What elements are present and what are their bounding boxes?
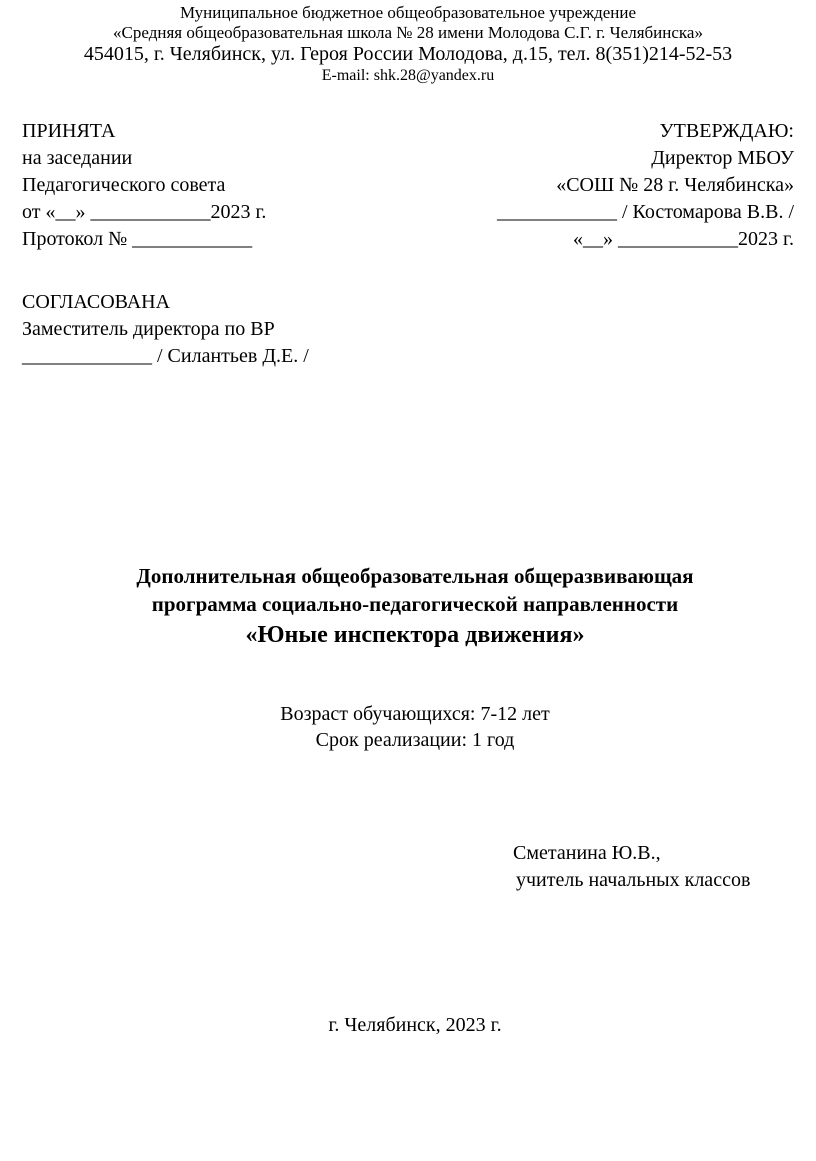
- accepted-line-1: на заседании: [22, 147, 133, 169]
- approved-title: УТВЕРЖДАЮ:: [659, 120, 794, 142]
- approved-signature-line: ____________ / Костомарова В.В. /: [496, 201, 794, 223]
- program-title-line-2: программа социально-педагогической направленности: [151, 592, 679, 616]
- header-address: 454015, г. Челябинск, ул. Героя России Молодова, д.15, тел. 8(351)214-52-53: [83, 43, 733, 65]
- program-name: «Юные инспектора движения»: [245, 622, 585, 648]
- accepted-date-line: от «__» ____________2023 г.: [22, 201, 267, 223]
- approved-line-1: Директор МБОУ: [651, 147, 794, 169]
- agreed-line-1: Заместитель директора по ВР: [22, 318, 275, 340]
- approved-block: [497, 118, 794, 253]
- agreed-title: СОГЛАСОВАНА: [22, 291, 171, 313]
- header-institution-type: Муниципальное бюджетное общеобразовательное учреждение: [179, 3, 637, 22]
- accepted-line-2: Педагогического совета: [22, 174, 226, 196]
- approved-line-2: «СОШ № 28 г. Челябинска»: [556, 174, 794, 196]
- author-position: учитель начальных классов: [516, 869, 751, 891]
- program-title-line-1: Дополнительная общеобразовательная общеразвивающая: [136, 564, 694, 588]
- footer-place-year: г. Челябинск, 2023 г.: [328, 1014, 502, 1036]
- accepted-protocol-line: Протокол № ____________: [22, 228, 253, 250]
- header-email: E-mail: shk.28@yandex.ru: [321, 67, 495, 84]
- agreed-block: [22, 289, 309, 370]
- accepted-title: ПРИНЯТА: [22, 120, 116, 142]
- agreed-signature-line: _____________ / Силантьев Д.Е. /: [22, 345, 309, 367]
- header-school-name: «Средняя общеобразовательная школа № 28 имени Молодова С.Г. г. Челябинска»: [113, 23, 703, 42]
- author-name: Сметанина Ю.В.,: [513, 842, 661, 864]
- implementation-term: Срок реализации: 1 год: [315, 729, 515, 751]
- student-age: Возраст обучающихся: 7-12 лет: [280, 703, 550, 725]
- accepted-block: [22, 118, 266, 253]
- approved-date-line: «__» ____________2023 г.: [573, 228, 794, 250]
